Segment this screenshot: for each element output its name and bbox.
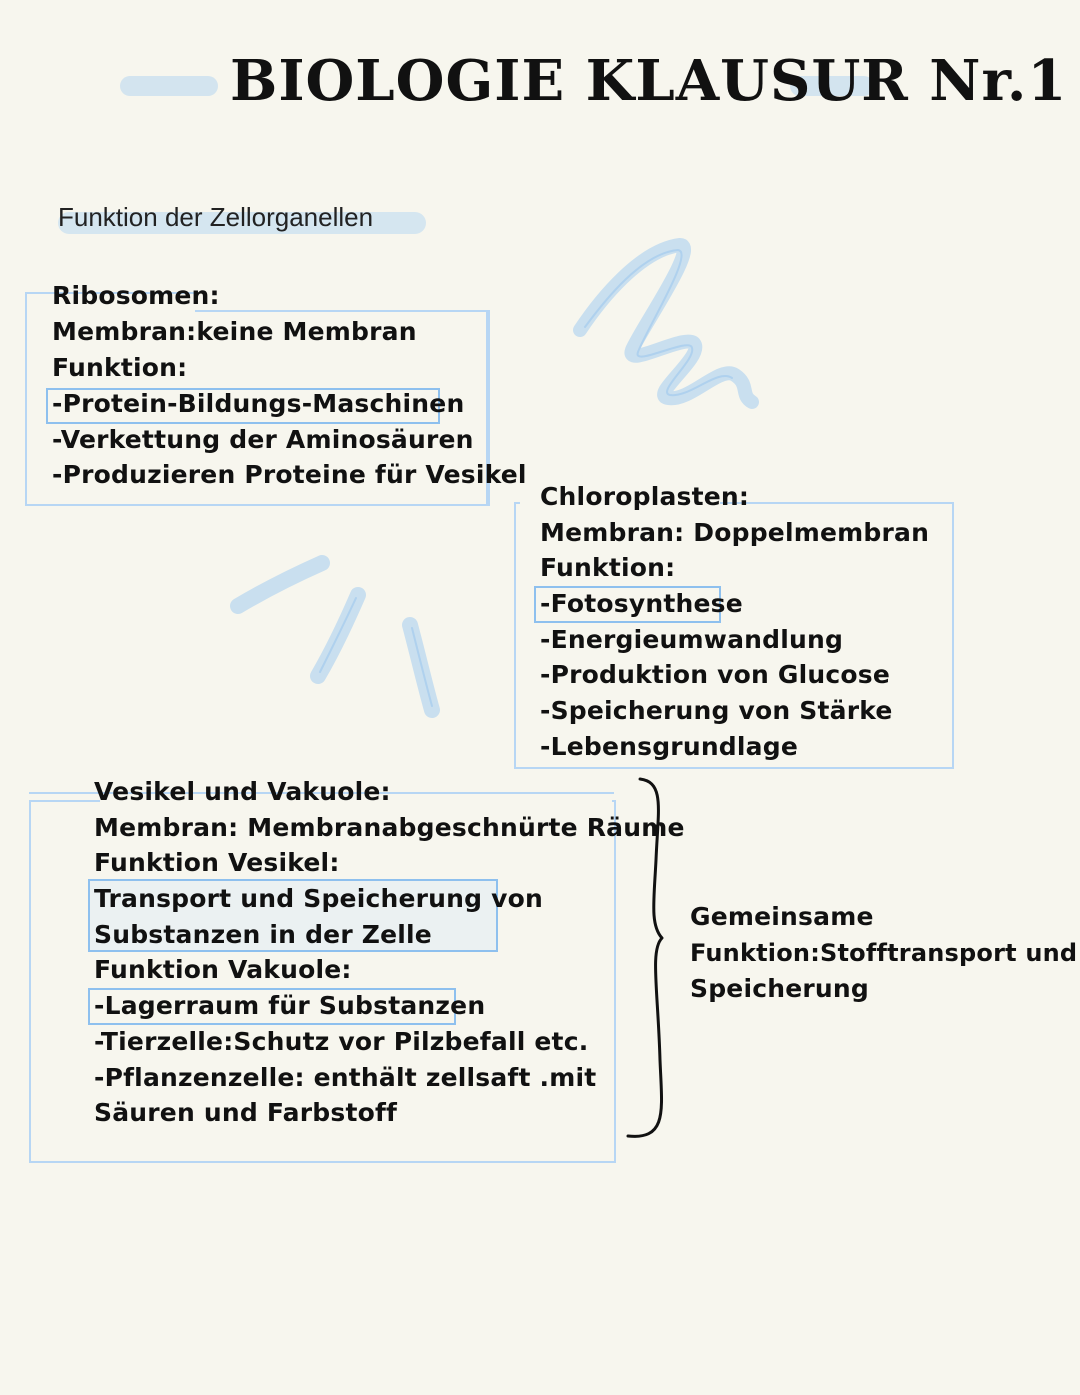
chloroplasten-item: -Energieumwandlung (540, 625, 844, 654)
chloroplasten-item: -Fotosynthese (540, 589, 743, 618)
gemeinsam-line: Speicherung (690, 974, 870, 1003)
chloroplasten-membran: Membran: Doppelmembran (540, 518, 930, 547)
squiggle-doodle (580, 245, 752, 402)
vesikel-heading: Vesikel und Vakuole: (94, 777, 391, 806)
ray-doodle-1 (238, 563, 322, 606)
vakuole-item: -Lagerraum für Substanzen (94, 991, 486, 1020)
chloroplasten-funktion-label: Funktion: (540, 553, 676, 582)
ribosomen-funktion-label: Funktion: (52, 353, 188, 382)
vesikel-membran: Membran: Membranabgeschnürte Räume (94, 813, 685, 842)
vesikel-line: Substanzen in der Zelle (94, 920, 432, 949)
ribosomen-box-notch (195, 290, 490, 310)
vakuole-item: Säuren und Farbstoff (94, 1098, 398, 1127)
ribosomen-membran: Membran:keine Membran (52, 317, 417, 346)
ribosomen-item: -Protein-Bildungs-Maschinen (52, 389, 465, 418)
vesikel-funktion-label: Funktion Vesikel: (94, 848, 340, 877)
ribosomen-box-top-edge (195, 310, 488, 312)
page-subtitle: Funktion der Zellorganellen (58, 202, 374, 232)
ribosomen-item: -Produzieren Proteine für Vesikel (52, 460, 527, 489)
vakuole-funktion-label: Funktion Vakuole: (94, 955, 352, 984)
ribosomen-item: -Verkettung der Aminosäuren (52, 425, 474, 454)
chloroplasten-item: -Lebensgrundlage (540, 732, 798, 761)
title-underline-left (120, 76, 218, 96)
chloroplasten-heading: Chloroplasten: (540, 482, 750, 511)
chloroplasten-item: -Speicherung von Stärke (540, 696, 893, 725)
vakuole-item: -Pflanzenzelle: enthält zellsaft .mit (94, 1063, 597, 1092)
vesikel-line: Transport und Speicherung von (94, 884, 544, 913)
vakuole-item: -Tierzelle:Schutz vor Pilzbefall etc. (94, 1027, 589, 1056)
ribosomen-heading: Ribosomen: (52, 281, 220, 310)
gemeinsam-line: Funktion:Stofftransport und (690, 939, 1078, 967)
chloroplasten-item: -Produktion von Glucose (540, 660, 891, 689)
page-title: BIOLOGIE KLAUSUR Nr.1 (230, 48, 1068, 114)
gemeinsam-line: Gemeinsame (690, 902, 874, 931)
